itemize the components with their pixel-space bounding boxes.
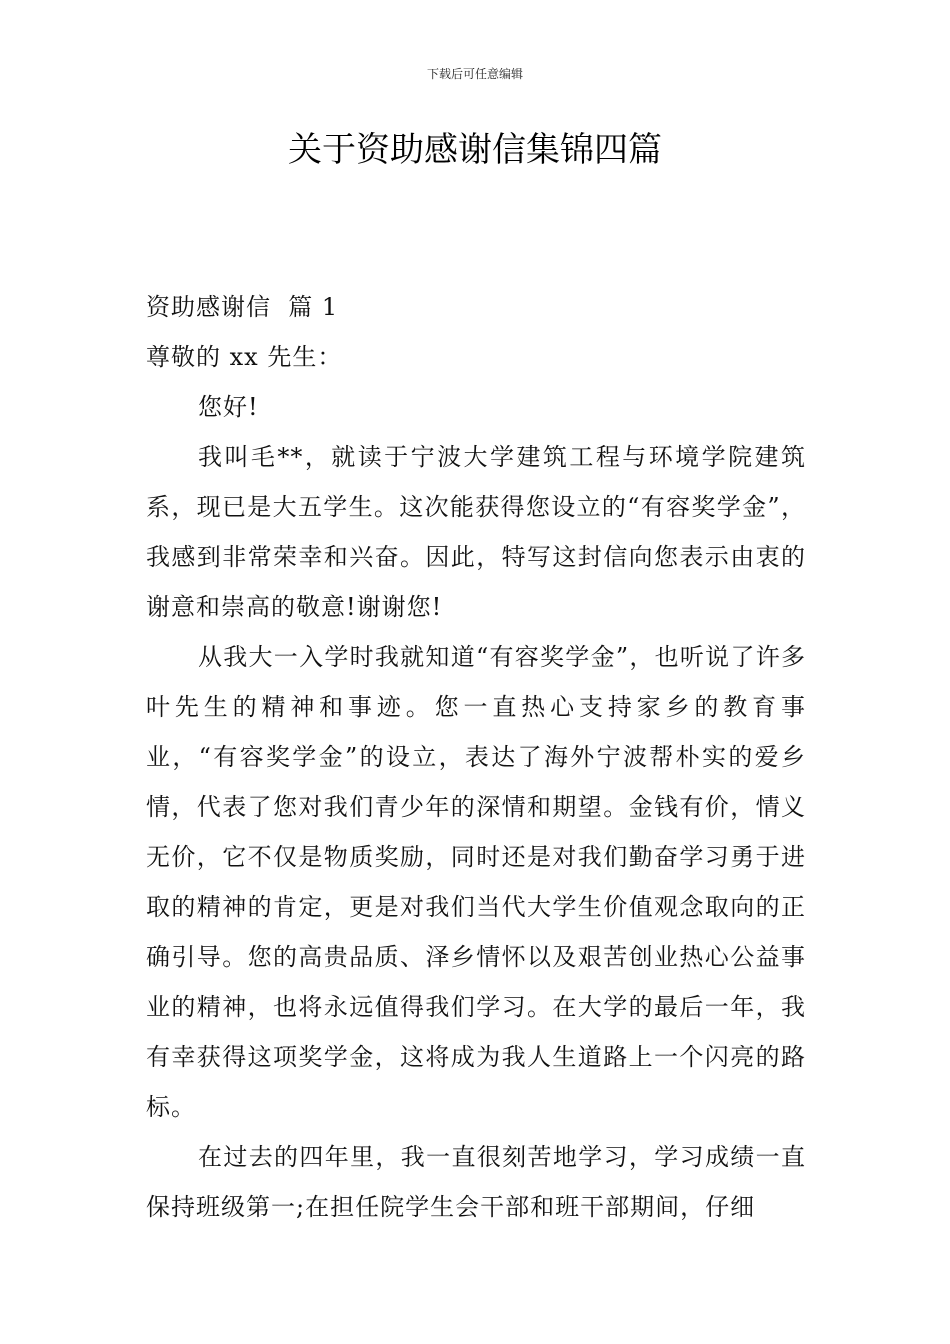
document-title: 关于资助感谢信集锦四篇 [288, 130, 662, 170]
salutation: 尊敬的 xx 先生： [146, 343, 343, 371]
study-paragraph: 在过去的四年里，我一直很刻苦地学习，学习成绩一直保持班级第一;在担任院学生会干部和班干部期间，仔细 [146, 1143, 806, 1221]
introduction-paragraph: 我叫毛**，就读于宁波大学建筑工程与环境学院建筑系，现已是大五学生。这次能获得您设立的“有容奖学金”，我感到非常荣幸和兴奋。因此，特写这封信向您表示由衷的谢意和崇高的敬意!谢谢您! [146, 443, 806, 621]
letter-body [146, 282, 806, 1232]
section-heading: 资助感谢信 篇 1 [146, 293, 339, 321]
scholarship-paragraph: 从我大一入学时我就知道“有容奖学金”，也听说了许多叶先生的精神和事迹。您一直热心支持家乡的教育事业，“有容奖学金”的设立，表达了海外宁波帮朴实的爱乡情，代表了您对我们青少年的深情和期望。金钱有价，情义无价，它不仅是物质奖励，同时还是对我们勤奋学习勇于进取的精神的肯定，更是对我们当代大学生价值观念取向的正确引导。您的高贵品质、泽乡情怀以及艰苦创业热心公益事业的精神，也将永远值得我们学习。在大学的最后一年，我有幸获得这项奖学金，这将成为我人生道路上一个闪亮的路标。 [146, 643, 806, 1121]
greeting-paragraph: 您好! [198, 393, 259, 421]
page-header-note: 下载后可任意编辑 [426, 67, 523, 81]
